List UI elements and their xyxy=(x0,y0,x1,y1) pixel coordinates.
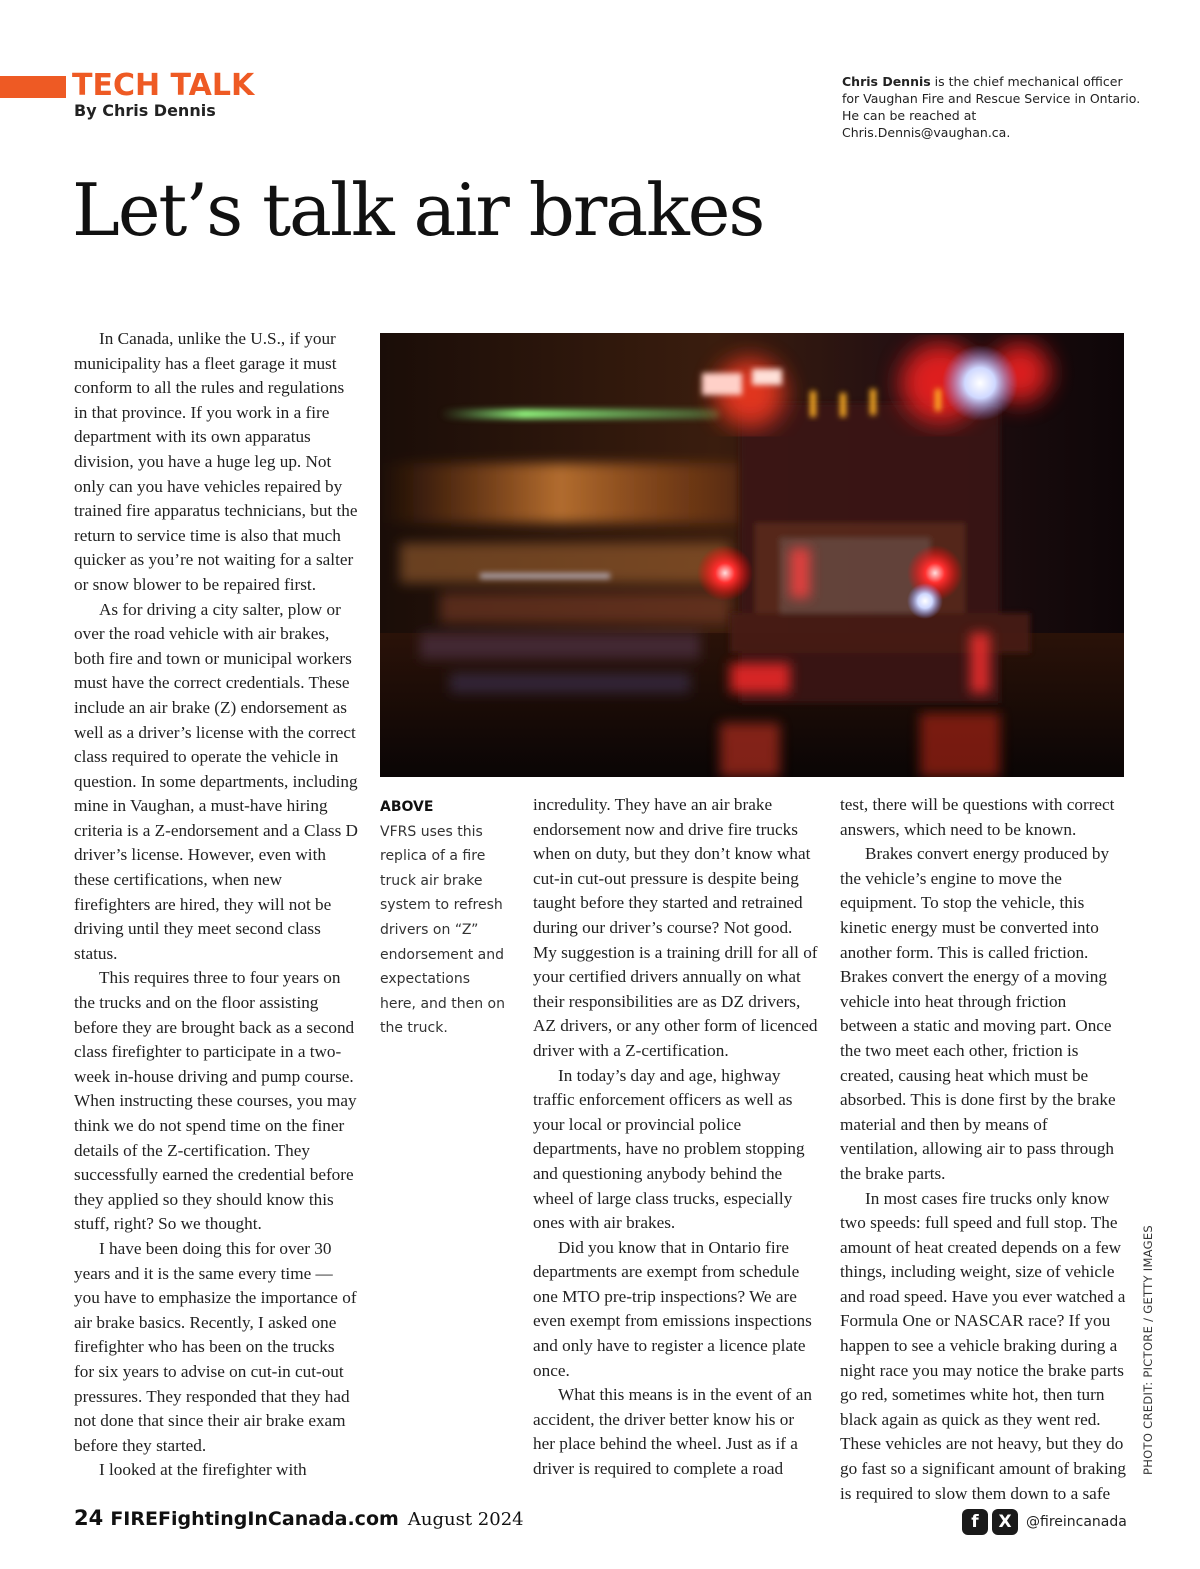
paragraph: Brakes convert energy produced by the vehicle’s engine to move the equipment. To stop the vehicle, this kinetic energy must be converted into another form. This is called friction. Brakes convert the energy of a moving vehicle into heat through friction between a static and moving part. Once the two meet each other, friction is created, causing heat which must be absorbed. This is done first by the brake material and then by means of ventilation, allowing air to pass through the brake parts. xyxy=(840,844,1116,1183)
paragraph: incredulity. They have an air brake endorsement now and drive fire trucks when on duty, but they don’t know what cut-in cut-out pressure is despite being taught before they started and retrained during our driver’s course? Not good. My suggestion is a training drill for all of your certified drivers annually on what their responsibilities are as DZ drivers, AZ drivers, or any other form of licenced driver with a Z-certification. xyxy=(533,795,818,1060)
photo-credit: PHOTO CREDIT: PICTORE / GETTY IMAGES xyxy=(1141,1224,1155,1476)
paragraph: test, there will be questions with correct answers, which need to be known. xyxy=(840,795,1115,839)
author-bio xyxy=(842,73,1142,141)
fire-truck-photo-illustration xyxy=(380,333,1124,777)
social-handle[interactable]: @fireincanada xyxy=(1026,1514,1127,1530)
byline: By Chris Dennis xyxy=(74,101,216,120)
social-links xyxy=(962,1508,1127,1536)
photo-caption xyxy=(380,795,510,1041)
page-footer xyxy=(74,1506,524,1530)
facebook-icon[interactable]: f xyxy=(962,1509,988,1535)
article-column-1 xyxy=(74,327,358,1483)
section-accent-bar xyxy=(0,76,66,98)
paragraph: In most cases fire trucks only know two speeds: full speed and full stop. The amount of heat created depends on a few things, including weight, size of vehicle and road speed. Have you ever watched a Formula One or NASCAR race? If you happen to see a vehicle braking during a night race you may notice the brake parts go red, sometimes white hot, then turn black again as quick as they went red. These vehicles are not heavy, but they do go fast so a significant amount of braking is required to slow them down to a safe xyxy=(840,1188,1126,1503)
article-photo xyxy=(380,333,1124,777)
article-headline: Let’s talk air brakes xyxy=(72,168,764,252)
caption-title: ABOVE xyxy=(380,799,434,815)
page-number: 24 xyxy=(74,1506,104,1530)
paragraph: I have been doing this for over 30 years and it is the same every time — you have to emphasize the importance of air brake basics. Recently, I asked one firefighter who has been on the trucks for six years to advise on cut-in cut-out pressures. They responded that they had not done that since their air brake exam before they started. xyxy=(74,1238,357,1455)
site-link[interactable]: FIREFightingInCanada.com xyxy=(110,1508,399,1530)
section-label: TECH TALK xyxy=(72,68,255,103)
article-column-3 xyxy=(533,793,819,1482)
paragraph: This requires three to four years on the trucks and on the floor assisting before they are brought back as a second class firefighter to participate in a two-week in-house driving and pump course. When instructing these courses, you may think we do not spend time on the finer details of the Z-certification. They successfully earned the credential before they applied so they should know this stuff, right? So we thought. xyxy=(74,968,357,1234)
paragraph: As for driving a city salter, plow or over the road vehicle with air brakes, both fire and town or municipal workers must have the correct credentials. These include an air brake (Z) endorsement as well as a driver’s license with the correct class required to operate the vehicle in question. In some departments, including mine in Vaughan, a must-have hiring criteria is a Z-endorsement and a Class D driver’s license. However, even with these certifications, when new firefighters are hired, they will not be driving until they meet second class status. xyxy=(74,599,358,963)
article-column-4 xyxy=(840,793,1126,1506)
issue-date: August 2024 xyxy=(407,1509,524,1530)
author-bio-text: is the chief mechanical officer for Vaughan Fire and Rescue Service in Ontario. He can be reached at Chris.Dennis@vaughan.ca. xyxy=(842,74,1141,140)
caption-text: VFRS uses this replica of a fire truck air brake system to refresh drivers on “Z” endorsement and expectations here, and then on the truck. xyxy=(380,823,505,1037)
x-twitter-icon[interactable]: X xyxy=(992,1509,1018,1535)
author-name: Chris Dennis xyxy=(842,74,931,89)
paragraph: In Canada, unlike the U.S., if your municipality has a fleet garage it must conform to all the rules and regulations in that province. If you work in a fire department with its own apparatus division, you have a huge leg up. Not only can you have vehicles repaired by trained fire apparatus technicians, but the return to service time is also that much quicker as you’re not waiting for a salter or snow blower to be repaired first. xyxy=(74,329,358,594)
paragraph: Did you know that in Ontario fire departments are exempt from schedule one MTO pre-trip inspections? We are even exempt from emissions inspections and only have to register a licence plate once. xyxy=(533,1237,812,1380)
paragraph: I looked at the firefighter with xyxy=(99,1460,307,1480)
paragraph: What this means is in the event of an accident, the driver better know his or her place behind the wheel. Just as if a driver is required to complete a road xyxy=(533,1385,812,1479)
paragraph: In today’s day and age, highway traffic enforcement officers as well as your local or provincial police departments, have no problem stopping and questioning anybody behind the wheel of large class trucks, especially ones with air brakes. xyxy=(533,1065,805,1233)
